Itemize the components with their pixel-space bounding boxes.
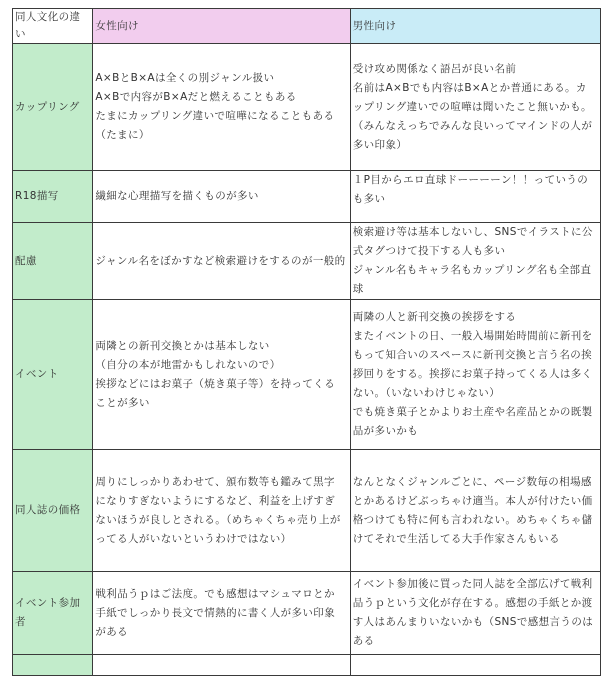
- cell-line: たまにカップリング違いで喧嘩になることもある: [95, 110, 335, 122]
- male-cell: [350, 300, 600, 450]
- topic-cell: R18描写: [13, 171, 93, 223]
- cell-line: 受け攻め関係なく語呂が良い名前: [352, 62, 517, 75]
- table-row-price: [13, 450, 601, 572]
- cell-line: ジャンル名もキャラ名もカップリング名も全部直球: [352, 264, 592, 295]
- cell-line: 挨拶などにはお菓子（焼き菓子等）を持ってくることが多い: [95, 377, 336, 409]
- female-cell: [93, 44, 350, 171]
- table-row-coupling: [13, 44, 601, 171]
- cell-line: 両隣の人と新刊交換の挨拶をする: [352, 311, 517, 323]
- cell-line: 繊細な心理描写を描くものが多い: [95, 190, 259, 202]
- cell-line: なんとなくジャンルごとに、ページ数毎の相場感とかあるけどぶっちゃけ適当。本人が付けたい価格つけても特に何も言われない。めちゃくちゃ儲けてそれで生活してる大手作家さんもいる: [352, 475, 593, 545]
- table-row-r18: [13, 171, 601, 223]
- table-row-partial: [13, 655, 601, 676]
- cell-line: 戦利品うｐはご法度。でも感想はマシュマロとか手紙でしっかり長文で情熱的に書く人が多い印象がある: [95, 587, 336, 638]
- table-row-participants: [13, 572, 601, 655]
- topic-cell-empty: [13, 655, 93, 676]
- topic-cell: 配慮: [13, 223, 93, 300]
- comparison-table: [12, 8, 601, 676]
- male-cell: [350, 450, 600, 572]
- topic-cell: 同人誌の価格: [13, 450, 93, 572]
- header-topic: 同人文化の違い: [13, 9, 93, 44]
- female-cell: [93, 171, 350, 223]
- topic-cell: イベント参加者: [13, 572, 93, 655]
- male-cell-empty: [350, 655, 600, 676]
- cell-line: 周りにしっかりあわせて、頒布数等も鑑みて黒字になりすぎないようにするなど、利益を上げすぎないほうが良しとされる。（めちゃくちゃ売り上がってる人がいないというわけではない）: [95, 475, 341, 545]
- topic-cell: イベント: [13, 300, 93, 450]
- cell-line: またイベントの日、一般入場開始時間前に新刊をもって知合いのスペースに新刊交換と言う名の挨拶回りをする。挨拶にお菓子持ってくる人は多くない。（いないわけじゃない）: [352, 330, 593, 399]
- female-cell: [93, 223, 350, 300]
- male-cell: [350, 44, 600, 171]
- cell-line: イベント参加後に買った同人誌を全部広げて戦利品うｐという文化が存在する。感想の手紙とか渡す人はあんまりいないかも（SNSで感想言うのはある: [352, 578, 594, 647]
- male-cell: [350, 223, 600, 300]
- female-cell-empty: [93, 655, 350, 676]
- header-female: 女性向け: [93, 9, 350, 44]
- female-cell: [93, 300, 350, 450]
- cell-line: （たまに）: [95, 129, 150, 141]
- cell-line: ジャンル名をぼかすなど検索避けをするのが一般的: [95, 254, 346, 267]
- cell-line: 名前はA×Bでも内容はB×Aとか普通にある。カップリング違いでの喧嘩は聞いたこと無いかも。: [352, 81, 592, 113]
- table-row-consideration: [13, 223, 601, 300]
- table-row-event: [13, 300, 601, 450]
- topic-cell: カップリング: [13, 44, 93, 171]
- cell-line: A×BとB×Aは全くの別ジャンル扱い: [95, 72, 275, 84]
- female-cell: [93, 450, 350, 572]
- cell-line: （自分の本が地雷かもしれないので）: [95, 358, 281, 371]
- cell-line: １P目からエロ直球ドーーーーン！！っていうのも多い: [352, 174, 589, 205]
- male-cell: [350, 171, 600, 223]
- cell-line: A×Bで内容がB×Aだと燃えることもある: [95, 91, 297, 103]
- cell-line: 検索避け等は基本しないし、SNSでイラストに公式タグつけて投下する人も多い: [352, 226, 593, 257]
- cell-line: 両隣との新刊交換とかは基本しない: [95, 339, 270, 352]
- cell-line: でも焼き菓子とかよりお土産や名産品とかの既製品が多いかも: [352, 406, 593, 437]
- cell-line: （みんなえっちでみんな良いってマインドの人が多い印象）: [352, 119, 593, 151]
- female-cell: [93, 572, 350, 655]
- header-male: 男性向け: [350, 9, 600, 44]
- header-row: [13, 9, 601, 44]
- male-cell: [350, 572, 600, 655]
